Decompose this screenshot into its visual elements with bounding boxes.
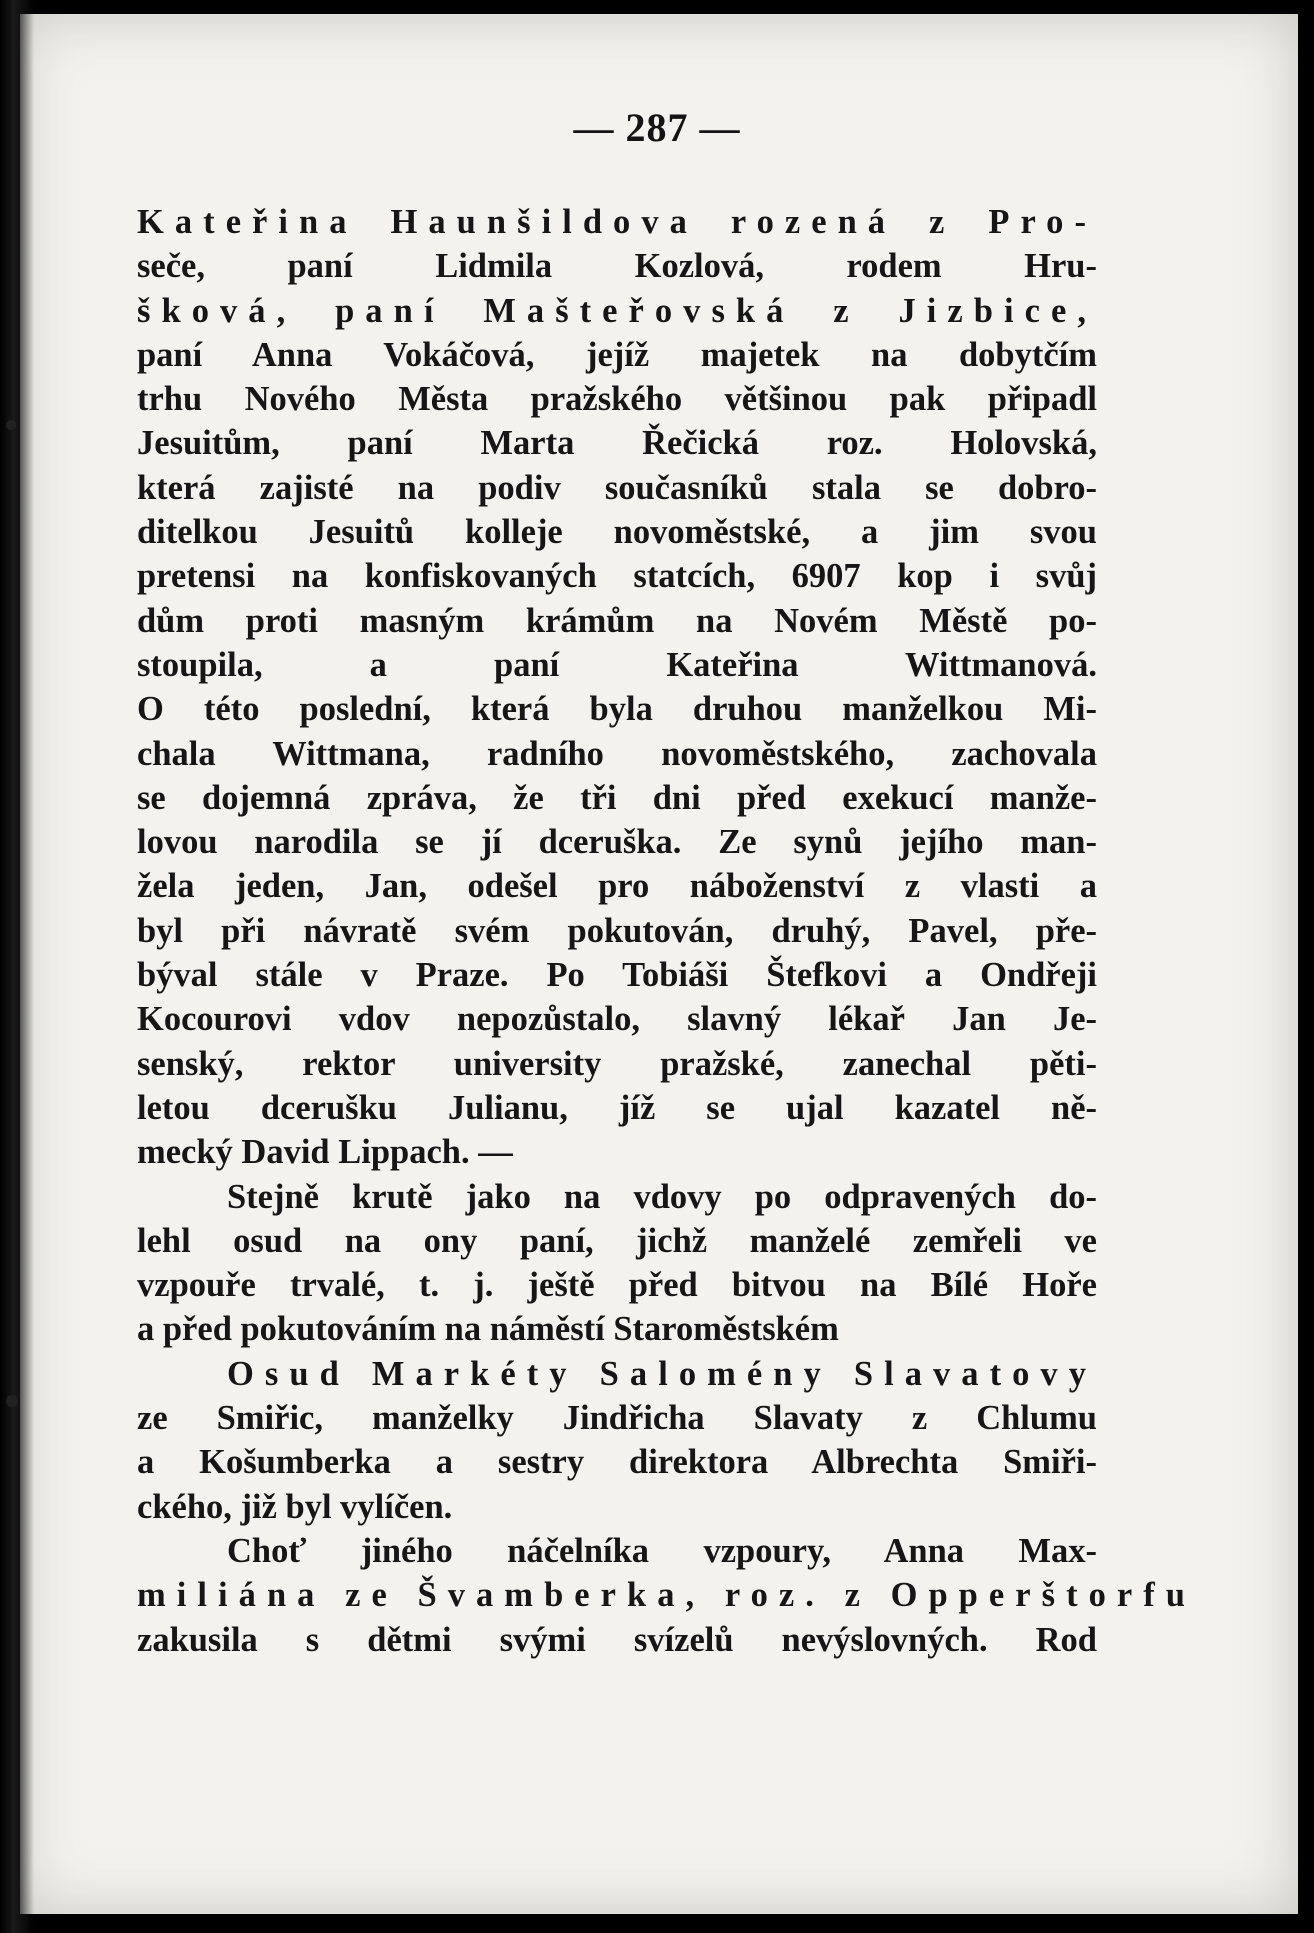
text-line: se dojemná zpráva, že tři dni před exekucí manže-: [137, 778, 1097, 817]
text-line: lovou narodila se jí dceruška. Ze synů jejího man-: [137, 823, 1097, 862]
text-line: Stejně krutě jako na vdovy po odpravených do-: [227, 1177, 1097, 1216]
text-line: letou dcerušku Julianu, jíž se ujal kazatel ně-: [137, 1088, 1097, 1127]
text-line: mecký David Lippach. —: [137, 1133, 513, 1172]
text-line: senský, rektor university pražské, zanechal pěti-: [137, 1044, 1097, 1083]
margin-mark: [6, 420, 16, 430]
text-line: vzpouře trvalé, t. j. ještě před bitvou na Bílé Hoře: [137, 1266, 1097, 1305]
text-line: byl při návratě svém pokutován, druhý, Pavel, pře-: [137, 911, 1097, 950]
text-line: paní Anna Vokáčová, jejíž majetek na dobytčím: [137, 335, 1097, 374]
text-line: a před pokutováním na náměstí Staroměstském: [137, 1310, 839, 1349]
text-line: seče, paní Lidmila Kozlová, rodem Hru-: [137, 247, 1097, 286]
text-line: Osud Markéty Salomény Slavatovy: [227, 1354, 1097, 1393]
text-line: Kocourovi vdov nepozůstalo, slavný lékař Jan Je-: [137, 1000, 1097, 1039]
text-line: ze Smiřic, manželky Jindřicha Slavaty z Chlumu: [137, 1399, 1097, 1438]
text-line: býval stále v Praze. Po Tobiáši Štefkovi a Ondřeji: [137, 956, 1097, 995]
text-line: která zajisté na podiv současníků stala se dobro-: [137, 468, 1097, 507]
text-line: Choť jiného náčelníka vzpoury, Anna Max-: [227, 1531, 1097, 1570]
text-line: žela jeden, Jan, odešel pro náboženství z vlasti a: [137, 867, 1097, 906]
text-line: stoupila, a paní Kateřina Wittmanová.: [137, 645, 1097, 684]
text-line: šková, paní Mašteřovská z Jizbice,: [137, 291, 1097, 330]
text-line: miliána ze Švamberka, roz. z Opperštorfu: [137, 1576, 1197, 1615]
text-line: a Košumberka a sestry direktora Albrechta Smiři-: [137, 1443, 1097, 1482]
text-line: lehl osud na ony paní, jichž manželé zemřeli ve: [137, 1221, 1097, 1260]
page-number: — 287 —: [573, 105, 741, 150]
text-line: O této poslední, která byla druhou manželkou Mi-: [137, 690, 1097, 729]
text-line: Kateřina Haunšildova rozená z Pro-: [137, 203, 1097, 241]
margin-mark: [6, 1395, 18, 1407]
text-line: zakusila s dětmi svými svízelů nevýslovných. Rod: [137, 1620, 1097, 1659]
body-text: [137, 200, 1197, 1662]
text-line: pretensi na konfiskovaných statcích, 6907 kop i svůj: [137, 557, 1097, 596]
text-line: ditelkou Jesuitů kolleje novoměstské, a jim svou: [137, 513, 1097, 552]
text-line: chala Wittmana, radního novoměstského, zachovala: [137, 734, 1097, 773]
text-line: ckého, již byl vylíčen.: [137, 1487, 453, 1526]
text-line: Jesuitům, paní Marta Řečická roz. Holovská,: [137, 424, 1097, 463]
text-line: trhu Nového Města pražského většinou pak připadl: [137, 380, 1097, 419]
text-line: dům proti masným krámům na Novém Městě po-: [137, 601, 1097, 640]
